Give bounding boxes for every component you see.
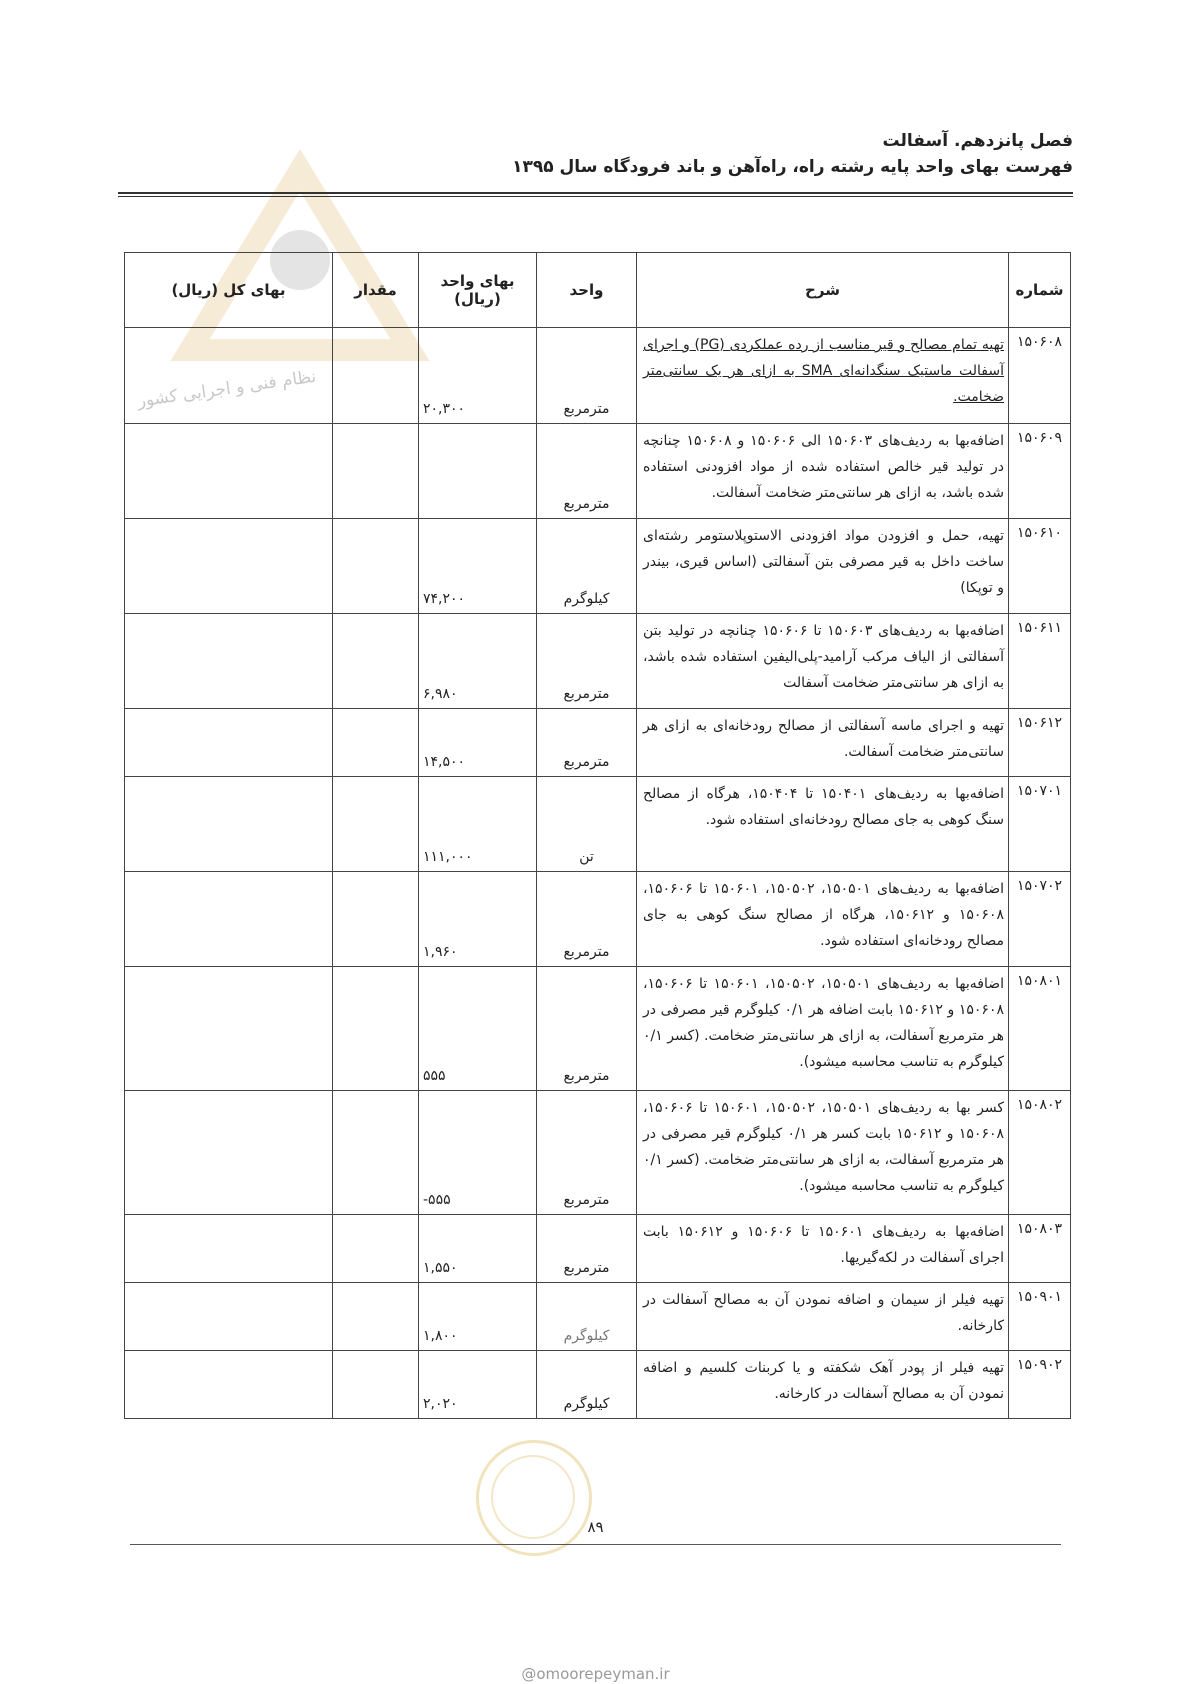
table-row (125, 328, 1071, 424)
row-total (125, 1215, 333, 1283)
table-row (125, 1215, 1071, 1283)
row-qty (333, 328, 419, 424)
row-code: ۱۵۰۹۰۲ (1009, 1351, 1071, 1419)
header-unit: واحد (537, 253, 637, 328)
row-desc: اضافه‌بها به ردیف‌های ۱۵۰۶۰۳ تا ۱۵۰۶۰۶ چنانچه در تولید بتن آسفالتی از الیاف مرکب آرامید-پلی‌الیفین استفاده شده باشد، به ازای هر سانتی‌متر ضخامت آسفالت (637, 614, 1009, 709)
footer-watermark: @omoorepeyman.ir (521, 1665, 670, 1683)
row-unit: مترمربع (537, 709, 637, 777)
row-desc: تهیه و اجرای ماسه آسفالتی از مصالح رودخانه‌ای به ازای هر سانتی‌متر ضخامت آسفالت. (637, 709, 1009, 777)
row-total (125, 872, 333, 967)
table-row (125, 614, 1071, 709)
table-row (125, 967, 1071, 1091)
table-row (125, 1351, 1071, 1419)
row-price (419, 424, 537, 519)
list-title: فهرست بهای واحد پایه رشته راه، راه‌آهن و باند فرودگاه سال ۱۳۹۵ (512, 157, 1073, 177)
row-qty (333, 967, 419, 1091)
row-unit: تن (537, 777, 637, 872)
table-row (125, 1091, 1071, 1215)
header-total: بهای کل (ریال) (125, 253, 333, 328)
row-total (125, 328, 333, 424)
row-unit: مترمربع (537, 1091, 637, 1215)
row-total (125, 614, 333, 709)
table-row (125, 872, 1071, 967)
row-desc: کسر بها به ردیف‌های ۱۵۰۵۰۱، ۱۵۰۵۰۲، ۱۵۰۶۰۱ تا ۱۵۰۶۰۶، ۱۵۰۶۰۸ و ۱۵۰۶۱۲ بابت کسر هر ۰/۱ کیلوگرم قیر مصرفی در هر مترمربع آسفالت، به ازای هر سانتی‌متر ضخامت. (کسر ۰/۱ کیلوگرم به تناسب محاسبه میشود). (637, 1091, 1009, 1215)
row-desc: تهیه فیلر از پودر آهک شکفته و یا کربنات کلسیم و اضافه نمودن آن به مصالح آسفالت در کارخانه. (637, 1351, 1009, 1419)
row-unit: مترمربع (537, 1215, 637, 1283)
row-total (125, 709, 333, 777)
row-code: ۱۵۰۶۱۱ (1009, 614, 1071, 709)
row-unit: مترمربع (537, 424, 637, 519)
row-desc: اضافه‌بها به ردیف‌های ۱۵۰۵۰۱، ۱۵۰۵۰۲، ۱۵۰۶۰۱ تا ۱۵۰۶۰۶، ۱۵۰۶۰۸ و ۱۵۰۶۱۲، هرگاه از مصالح سنگ کوهی به جای مصالح رودخانه‌ای استفاده شود. (637, 872, 1009, 967)
row-price: ۲,۰۲۰ (419, 1351, 537, 1419)
row-unit: مترمربع (537, 872, 637, 967)
row-desc: اضافه‌بها به ردیف‌های ۱۵۰۶۰۳ الی ۱۵۰۶۰۶ و ۱۵۰۶۰۸ چنانچه در تولید قیر خالص استفاده شده از مواد افزودنی استفاده شده باشد، به ازای هر سانتی‌متر ضخامت آسفالت. (637, 424, 1009, 519)
row-code: ۱۵۰۸۰۳ (1009, 1215, 1071, 1283)
row-total (125, 1351, 333, 1419)
row-code: ۱۵۰۸۰۱ (1009, 967, 1071, 1091)
row-code: ۱۵۰۶۱۰ (1009, 519, 1071, 614)
row-code: ۱۵۰۷۰۲ (1009, 872, 1071, 967)
row-desc: تهیه تمام مصالح و قیر مناسب از رده عملکردی (PG) و اجرای آسفالت ماستیک سنگدانه‌ای SMA به ازای هر یک سانتی‌متر ضخامت. (637, 328, 1009, 424)
row-unit: کیلوگرم (537, 1283, 637, 1351)
row-qty (333, 872, 419, 967)
header-code: شماره (1009, 253, 1071, 328)
row-total (125, 967, 333, 1091)
row-price: ۱,۹۶۰ (419, 872, 537, 967)
row-code: ۱۵۰۶۱۲ (1009, 709, 1071, 777)
header-desc: شرح (637, 253, 1009, 328)
row-total (125, 1283, 333, 1351)
row-qty (333, 424, 419, 519)
side-watermark: نظام فنی و اجرایی کشور (136, 366, 318, 412)
row-desc: اضافه‌بها به ردیف‌های ۱۵۰۵۰۱، ۱۵۰۵۰۲، ۱۵۰۶۰۱ تا ۱۵۰۶۰۶، ۱۵۰۶۰۸ و ۱۵۰۶۱۲ بابت اضافه هر ۰/۱ کیلوگرم قیر مصرفی در هر مترمربع آسفالت، به ازای هر سانتی‌متر ضخامت. (کسر ۰/۱ کیلوگرم به تناسب محاسبه میشود). (637, 967, 1009, 1091)
row-total (125, 777, 333, 872)
row-code: ۱۵۰۶۰۹ (1009, 424, 1071, 519)
row-qty (333, 519, 419, 614)
row-qty (333, 1283, 419, 1351)
row-qty (333, 614, 419, 709)
table-row (125, 1283, 1071, 1351)
row-code: ۱۵۰۸۰۲ (1009, 1091, 1071, 1215)
row-code: ۱۵۰۹۰۱ (1009, 1283, 1071, 1351)
row-price: -۵۵۵ (419, 1091, 537, 1215)
row-unit: مترمربع (537, 328, 637, 424)
row-code: ۱۵۰۶۰۸ (1009, 328, 1071, 424)
table-row (125, 519, 1071, 614)
row-price: ۵۵۵ (419, 967, 537, 1091)
row-price: ۶,۹۸۰ (419, 614, 537, 709)
row-price: ۷۴,۲۰۰ (419, 519, 537, 614)
row-qty (333, 777, 419, 872)
chapter-title: فصل پانزدهم. آسفالت (882, 131, 1073, 151)
row-price: ۱,۸۰۰ (419, 1283, 537, 1351)
row-total (125, 424, 333, 519)
header-rule-thin (118, 196, 1073, 197)
row-total (125, 519, 333, 614)
row-qty (333, 709, 419, 777)
header-qty: مقدار (333, 253, 419, 328)
row-desc: تهیه، حمل و افزودن مواد افزودنی الاستوپلاستومر رشته‌ای ساخت داخل به قیر مصرفی بتن آسفالتی (اساس قیری، بیندر و توپکا) (637, 519, 1009, 614)
table-row (125, 424, 1071, 519)
header-rule (118, 192, 1073, 194)
page-header (113, 128, 1073, 180)
price-table (124, 252, 1071, 1419)
header-unit-price: بهای واحد (ریال) (419, 253, 537, 328)
row-code: ۱۵۰۷۰۱ (1009, 777, 1071, 872)
footer-rule (130, 1544, 1061, 1545)
page-number: ۸۹ (587, 1518, 604, 1536)
row-unit: مترمربع (537, 967, 637, 1091)
row-price: ۲۰,۳۰۰ (419, 328, 537, 424)
row-total (125, 1091, 333, 1215)
row-price: ۱۴,۵۰۰ (419, 709, 537, 777)
row-unit: مترمربع (537, 614, 637, 709)
table-row (125, 777, 1071, 872)
row-qty (333, 1351, 419, 1419)
table-header-row (125, 253, 1071, 328)
row-desc: اضافه‌بها به ردیف‌های ۱۵۰۴۰۱ تا ۱۵۰۴۰۴، هرگاه از مصالح سنگ کوهی به جای مصالح رودخانه‌ای استفاده شود. (637, 777, 1009, 872)
row-unit: کیلوگرم (537, 1351, 637, 1419)
row-qty (333, 1215, 419, 1283)
table-row (125, 709, 1071, 777)
seal-watermark (476, 1440, 592, 1556)
row-price: ۱,۵۵۰ (419, 1215, 537, 1283)
row-unit: کیلوگرم (537, 519, 637, 614)
row-qty (333, 1091, 419, 1215)
row-desc: تهیه فیلر از سیمان و اضافه نمودن آن به مصالح آسفالت در کارخانه. (637, 1283, 1009, 1351)
row-desc: اضافه‌بها به ردیف‌های ۱۵۰۶۰۱ تا ۱۵۰۶۰۶ و ۱۵۰۶۱۲ بابت اجرای آسفالت در لکه‌گیریها. (637, 1215, 1009, 1283)
row-price: ۱۱۱,۰۰۰ (419, 777, 537, 872)
